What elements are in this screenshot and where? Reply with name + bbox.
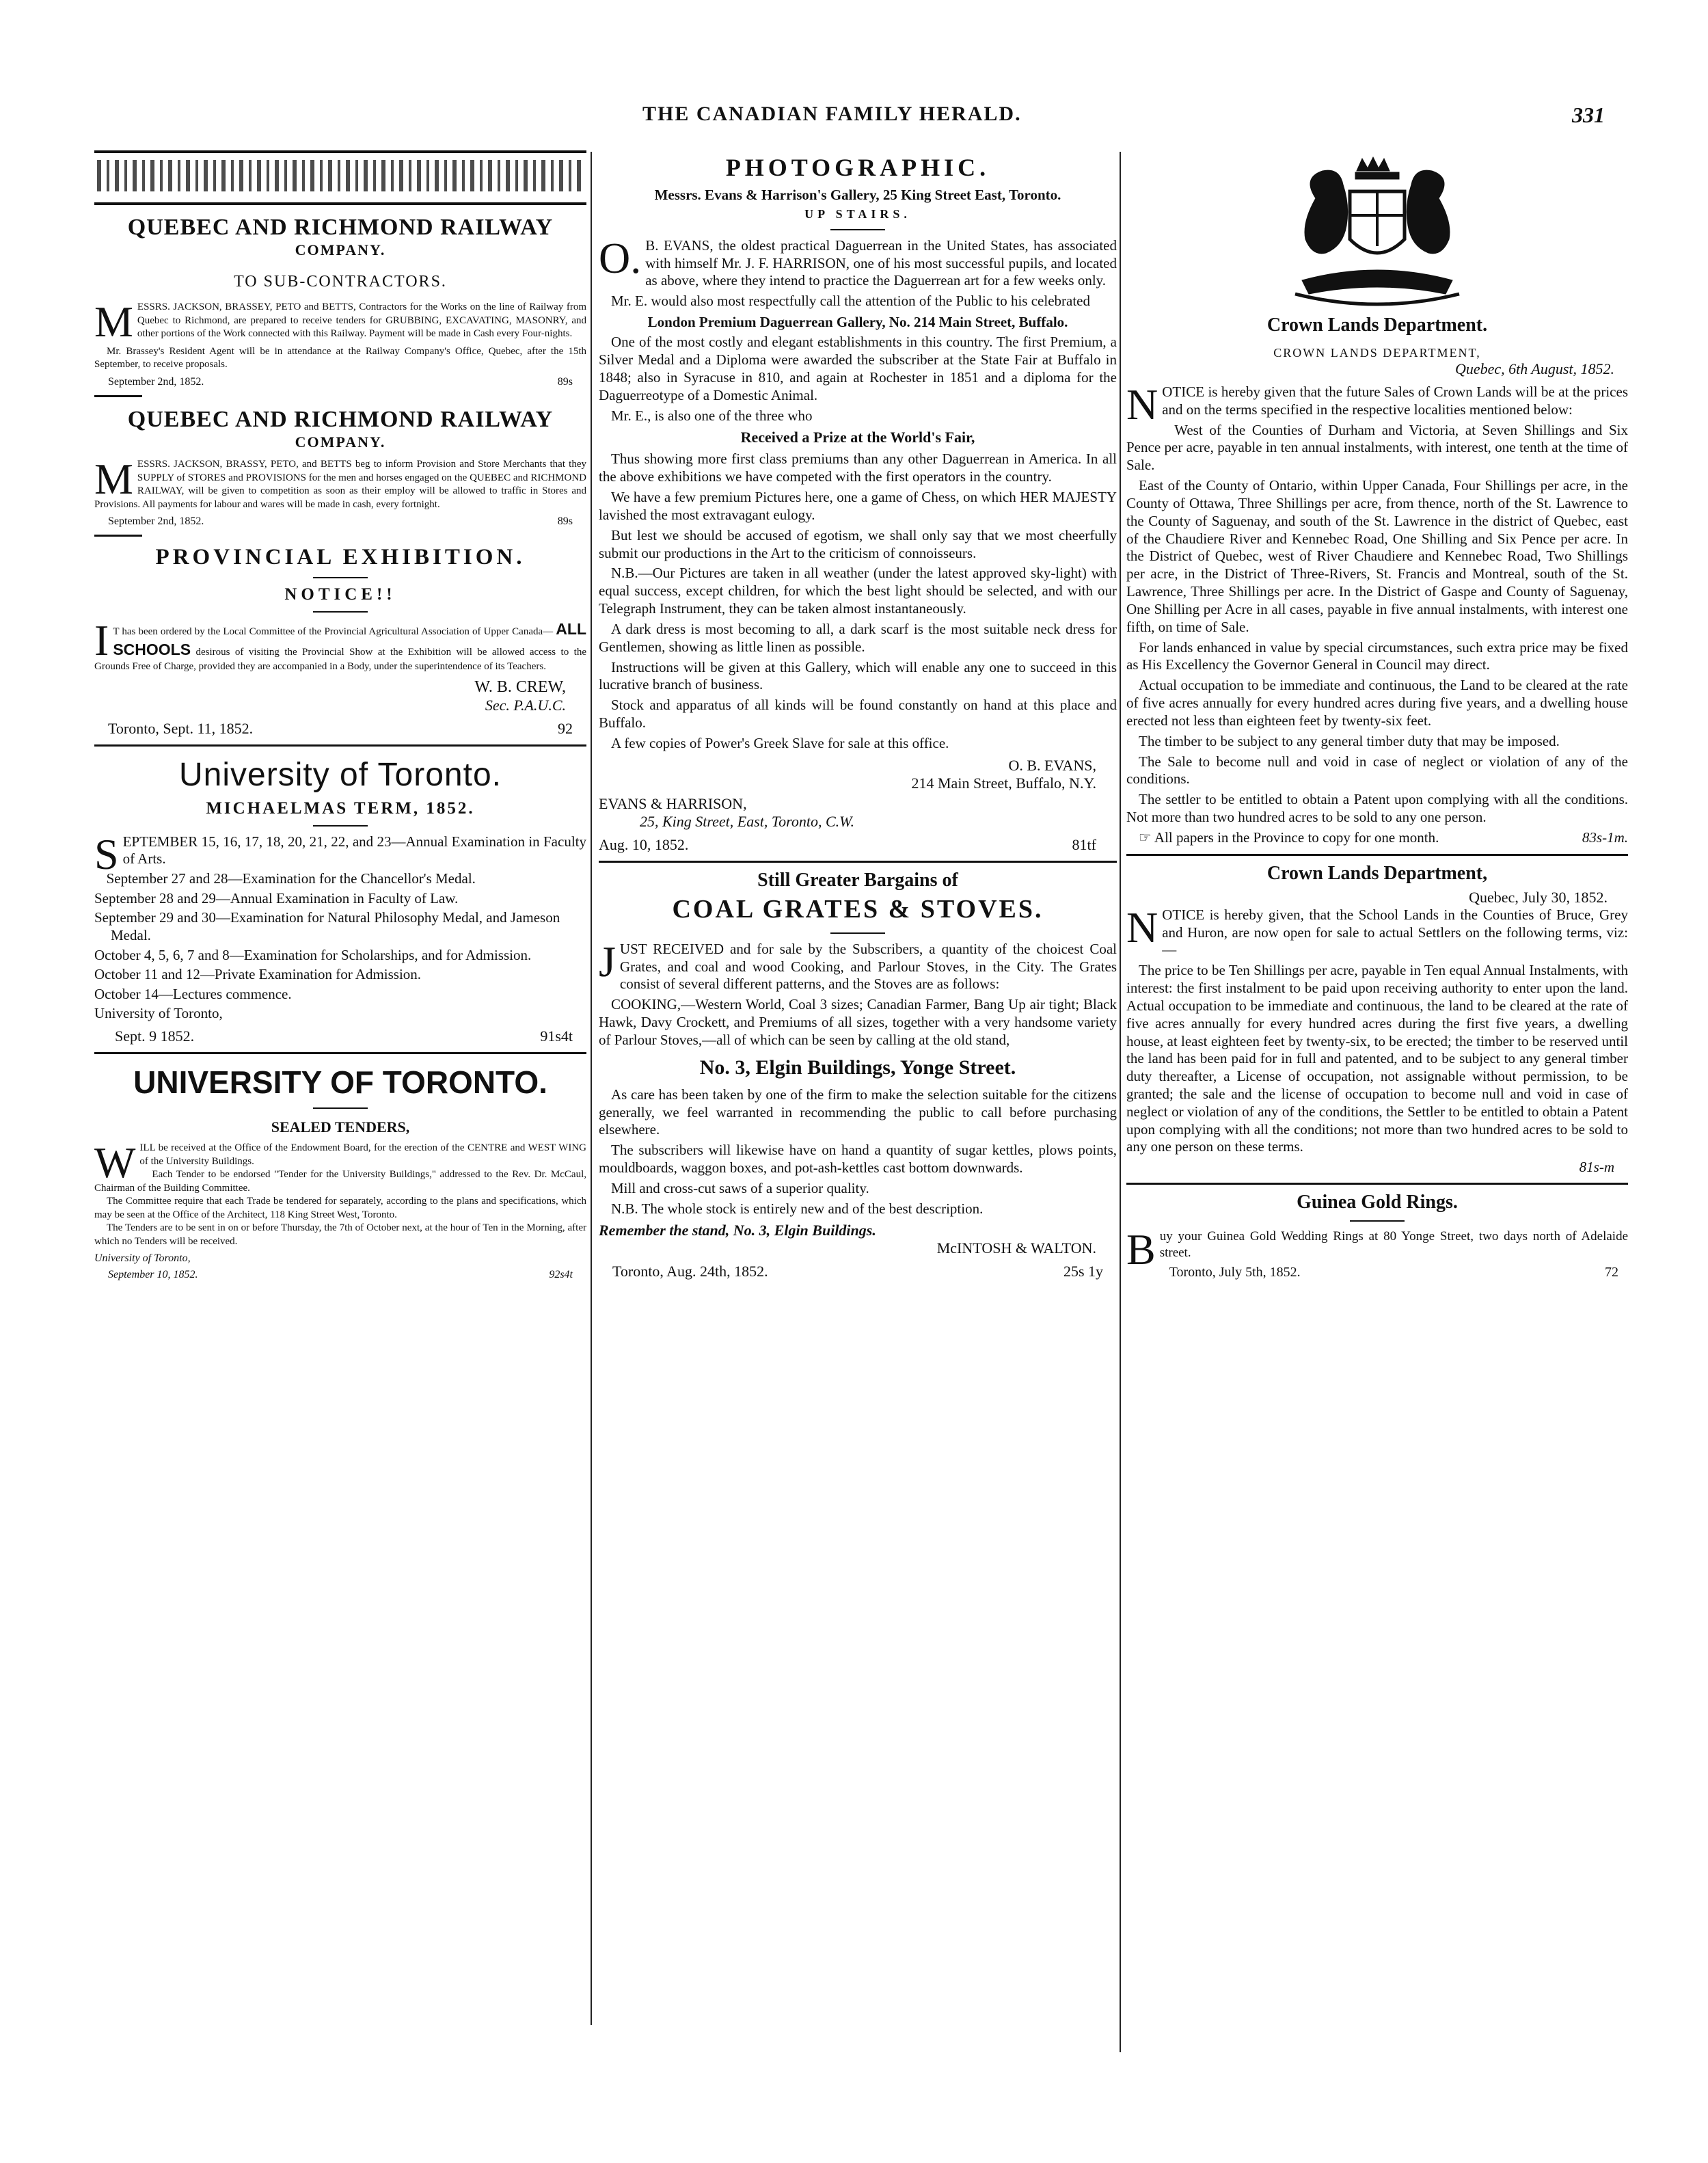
railway-ad-1 (94, 215, 586, 388)
divider (94, 1052, 586, 1054)
ad-body: One of the most costly and elegant establishments in this country. The first Premium, a Silver Medal and a Diploma were awarded the subscriber at the State Fair at Buffalo in 1848; also in Syracuse in 810, and again at Rochester in 1851 and a diploma for the Daguerreotype of a Domestic Animal. (599, 334, 1117, 403)
dateline: Quebec, July 30, 1852. (1469, 888, 1608, 906)
ad-footer (94, 1269, 586, 1281)
ad-subtitle: COMPANY. (295, 433, 386, 451)
ad-footer (599, 1263, 1117, 1280)
ad-body: Mr. E., is also one of the three who (611, 407, 813, 424)
ad-title: QUEBEC AND RICHMOND RAILWAY (127, 406, 554, 432)
ad-body: Thus showing more first class premiums than any other Daguerrean in America. In all the above exhibitions we have competed with the first operators in the country. (599, 451, 1117, 485)
ad-ref: 92s4t (549, 1269, 573, 1281)
all-schools-label: ALL SCHOOLS (113, 620, 586, 659)
ad-ref: 81s-m (1579, 1159, 1614, 1176)
divider (313, 577, 368, 578)
ad-title: PROVINCIAL EXHIBITION. (155, 545, 526, 570)
ad-title: University of Toronto. (179, 756, 502, 793)
ad-ref: 91s4t (540, 1027, 573, 1045)
signature-title: Sec. P.A.U.C. (485, 696, 566, 714)
schedule-item: September 27 and 28—Examination for the Chancellor's Medal. (106, 870, 476, 887)
notice-body: West of the Counties of Durham and Victoria, at Seven Shillings and Six Pence per acre, payable in ten annual instalments, with interest, one tenth at the time of Sale. (1126, 421, 1628, 474)
ad-body (94, 616, 586, 673)
ad-body: The subscribers will likewise have on hand a quantity of sugar kettles, plows points, mouldboards, waggon boxes, and pot-ash-kettles cast bottom downwards. (599, 1142, 1117, 1176)
tenders-ad (94, 1064, 586, 1281)
ad-footer-place: University of Toronto, (94, 1252, 191, 1265)
gallery-name: London Premium Daguerrean Gallery, No. 214 Main Street, Buffalo. (647, 314, 1068, 331)
ad-body: O.B. EVANS, the oldest practical Daguerrean in the United States, has associated with himself Mr. J. F. HARRISON, one of his most successful pupils, and located as above, where they intend to practice the Daguerrean art for a few weeks only. (599, 233, 1117, 289)
exam-schedule (94, 870, 586, 1003)
divider (94, 395, 142, 397)
notice-body: For lands enhanced in value by special circumstances, such extra price may be fixed as His Excellency the Governor General in Council may direct. (1126, 639, 1628, 673)
ad-ref: 92 (558, 719, 573, 737)
notice-body: East of the County of Ontario, within Upper Canada, Four Shillings per acre, in the County of Ottawa, Three Shillings per acre, from thence, north of the St. Lawrence to the County of Saguenay, and south of the St. Lawrence in the district of Quebec, east of the Chaudiere River and Kennebec Road, One Shilling and Six Pence per acre. In the District of Quebec, west of River Chaudiere and Kennebec Road, Two Shillings per acre, in the District of Three-Rivers, St. Francis and Montreal, south of the St. Lawrence, Three Shillings per acre. In the District of Gaspe and County of Saguenay, One Shilling per Acre in all cases, payable in five annual instalments, with interest one fifth, on time of Sale. (1126, 477, 1628, 635)
divider (830, 229, 885, 230)
notice-body: Actual occupation to be immediate and continuous, the Land to be cleared at the rate of five acres annually for every hundred acres during five years, and a dwelling house erected not less than eighteen feet by twenty-six feet. (1126, 677, 1628, 729)
ad-date: Toronto, July 5th, 1852. (1169, 1265, 1301, 1280)
railway-ad-2 (94, 407, 586, 528)
ad-date: Sept. 9 1852. (115, 1027, 195, 1045)
ad-body: Stock and apparatus of all kinds will be found constantly on hand at this place and Buffalo. (599, 697, 1117, 731)
photographic-ad (599, 153, 1117, 854)
notice-heading: NOTICE!! (284, 585, 396, 604)
ad-date: September 10, 1852. (108, 1269, 198, 1281)
ad-footer (94, 720, 586, 738)
ad-title: PHOTOGRAPHIC. (725, 154, 990, 181)
ad-body: N.B. The whole stock is entirely new and of the best description. (611, 1200, 984, 1217)
column-divider-right (1120, 152, 1121, 2052)
notice-body: The settler to be entitled to obtain a Patent upon complying with all the conditions. Not more than two hundred acres to be sold to any one person. (1126, 791, 1628, 826)
divider (1126, 1183, 1628, 1185)
ad-title: COAL GRATES & STOVES. (672, 894, 1044, 924)
column-2 (599, 150, 1117, 2142)
ad-body-rest: desirous of visiting the Provincial Show at the Exhibition will be allowed access to the Grounds Free of Charge, provided they are accompanied in a Body, under the superintendence of its Teachers. (94, 647, 586, 673)
schedule-item: September 29 and 30—Examination for Natural Philosophy Medal, and Jameson Medal. (94, 909, 560, 944)
coal-grates-ad (599, 870, 1117, 1281)
divider (313, 825, 368, 827)
ad-body: As care has been taken by one of the firm to make the selection suitable for the citizens generally, we feel warranted in recommending the public to call before purchasing elsewhere. (599, 1086, 1117, 1138)
masthead-ornament-icon (94, 150, 586, 205)
ad-title: Crown Lands Department. (1266, 314, 1488, 336)
university-ad (94, 756, 586, 1046)
ad-heading: SEALED TENDERS, (271, 1118, 410, 1136)
ad-footer (94, 376, 586, 388)
ad-body: Mr. E. would also most respectfully call the attention of the Public to his celebrated (611, 293, 1090, 310)
ad-body: N.B.—Our Pictures are taken in all weather (under the latest approved sky-light) with equal success, except children, for which the best light should be selected, and with our Telegraph Instrument, they can be taken almost instantaneously. (599, 565, 1117, 617)
column-divider-left (591, 152, 592, 2025)
ad-title: Guinea Gold Rings. (1297, 1192, 1458, 1213)
term-heading: MICHAELMAS TERM, 1852. (206, 798, 475, 818)
ad-heading: TO SUB-CONTRACTORS. (234, 273, 447, 291)
upstairs-note: UP STAIRS. (804, 207, 911, 221)
signature: O. B. EVANS, (1008, 756, 1096, 774)
department-line: CROWN LANDS DEPARTMENT, (1273, 346, 1481, 360)
ad-body: WILL be received at the Office of the Endowment Board, for the erection of the CENTRE and WEST WING of the University Buildings. (94, 1138, 586, 1187)
crown-lands-notice-1 (1126, 314, 1628, 847)
running-title: THE CANADIAN FAMILY HERALD. (642, 103, 1022, 125)
running-head (0, 103, 1708, 137)
notice-copy-line: All papers in the Province to copy for one month. (1154, 829, 1439, 846)
ad-body: The Committee require that each Trade be tendered for separately, according to the plans and specifications, which may be seen at the Office of the Architect, 118 King Street West, Toronto. (94, 1196, 586, 1220)
ad-body: But lest we should be accused of egotism, we shall only say that we most cheerfully submit our productions in the Art to the criticism of connoisseurs. (599, 526, 1117, 561)
ad-body: JUST RECEIVED and for sale by the Subscribers, a quantity of the choicest Coal Grates, and coal and wood Cooking, and Parlour Stoves, in the City. The Grates consist of several different patterns, and the Stoves are as follows: (599, 937, 1117, 993)
divider (1350, 1220, 1405, 1222)
schedule-item: October 4, 5, 6, 7 and 8—Examination for Scholarships, and for Admission. (94, 946, 532, 963)
ad-subtitle: COMPANY. (295, 241, 386, 259)
divider (830, 932, 885, 934)
divider (313, 611, 368, 613)
notice-body: The price to be Ten Shillings per acre, payable in Ten equal Annual Instalments, with interest: the first instalment to be paid upon receiving authority to enter upon the land. Actual occupation to be immediate and continuous, the land to be cleared at the rate of five acres annually for every hundred acres during the first five years, a dwelling house, at least eighteen feet by twenty-six, to be erected; the timber to be reserved until the land has been paid for in full and patented, and to be subject to any general timber duty thereafter, a License of occupation, not assignable without permission, to be granted; the sale and the license of occupation to become null and void in case of neglect or violation of any of the conditions, the Settler to be entitled to obtain a Patent upon complying with all the conditions; not more than two hundred acres to be sold to any one person on these terms. (1126, 962, 1628, 1155)
gallery-address: Messrs. Evans & Harrison's Gallery, 25 King Street East, Toronto. (654, 187, 1061, 203)
ad-date: September 2nd, 1852. (108, 515, 204, 528)
ad-body: COOKING,—Western World, Coal 3 sizes; Canadian Farmer, Bang Up air tight; Black Hawk, Davy Crockett, and Premiums of all sizes, together with a very handsome variety of Parlour Stoves,—all of which can be seen by calling at the old stand, (599, 996, 1117, 1048)
firm-name: EVANS & HARRISON, (599, 794, 747, 812)
column-1 (94, 150, 586, 2142)
schedule-item: October 11 and 12—Private Examination for Admission. (94, 966, 422, 983)
notice-body (1126, 829, 1628, 847)
divider (599, 861, 1117, 863)
ad-body: MESSRS. JACKSON, BRASSY, PETO, and BETTS beg to inform Provision and Store Merchants that they SUPPLY of STORES and PROVISIONS for the men and horses engaged on the QUEBEC and RICHMOND RAILWAY, will be given to competition as soon as their employ will be allowed to traffic in Stores and Provisions. All payments for labour and wares will be made in cash, every fortnight. (94, 455, 586, 510)
ad-footer-place: University of Toronto, (94, 1005, 223, 1022)
ad-body: A dark dress is most becoming to all, a dark scarf is the most suitable neck dress for Gentlemen, showing as little linen as possible. (599, 620, 1117, 655)
schedule-intro: SEPTEMBER 15, 16, 17, 18, 20, 21, 22, and 23—Annual Examination in Faculty of Arts. (94, 829, 586, 878)
notice-body: NOTICE is hereby given that the future Sales of Crown Lands will be at the prices and on the terms specified in the respective localities mentioned below: (1126, 380, 1628, 429)
exhibition-ad (94, 545, 586, 737)
ad-date: Toronto, Aug. 24th, 1852. (612, 1263, 768, 1280)
divider (1126, 854, 1628, 856)
ad-title: QUEBEC AND RICHMOND RAILWAY (127, 215, 554, 240)
crown-lands-notice-2 (1126, 863, 1628, 1177)
ad-subtitle: Still Greater Bargains of (757, 869, 958, 891)
divider (313, 1107, 368, 1109)
dateline: Quebec, 6th August, 1852. (1454, 360, 1614, 377)
ad-footer (1160, 1265, 1628, 1280)
ad-body: The Tenders are to be sent in on or before Thursday, the 7th of October next, at the hour of Ten in the Morning, after which no Tenders will be received. (94, 1222, 586, 1247)
column-3 (1126, 150, 1628, 2142)
ad-body: MESSRS. JACKSON, BRASSEY, PETO and BETTS, Contractors for the Works on the line of Railway from Quebec to Richmond, are prepared to receive tenders for GRUBBING, EXCAVATING, MASONRY, and other portions of the Work connected with this Railway. Payment will be made in Cash every Four-nights. (94, 297, 586, 347)
signature: W. B. CREW, (474, 677, 566, 696)
ad-date: Toronto, Sept. 11, 1852. (108, 719, 254, 737)
ad-body-intro: IT has been ordered by the Local Committee of the Provincial Agricultural Association of Upper Canada— (94, 616, 554, 665)
ad-body: Instructions will be given at this Gallery, which will enable any one to succeed in this lucrative branch of business. (599, 658, 1117, 693)
ad-body: Each Tender to be endorsed "Tender for the University Buildings," addressed to the Rev. Dr. McCaul, Chairman of the Building Committee. (94, 1169, 586, 1194)
schedule-item: October 14—Lectures commence. (94, 985, 292, 1002)
notice-body: The Sale to become null and void in case of neglect or violation of any of the conditions. (1126, 753, 1628, 788)
royal-coat-of-arms-icon (1275, 150, 1480, 314)
ad-body: Buy your Guinea Gold Wedding Rings at 80 Yonge Street, two days north of Adelaide street. (1126, 1225, 1628, 1274)
ad-footer (94, 515, 586, 528)
guinea-rings-ad (1126, 1192, 1628, 1280)
divider (94, 535, 142, 537)
ad-footer (94, 1027, 586, 1045)
pointing-hand-icon: ☞ (1139, 829, 1152, 846)
ad-body: Mill and cross-cut saws of a superior quality. (611, 1179, 869, 1196)
ad-ref: 81tf (1072, 835, 1096, 853)
signature: McINTOSH & WALTON. (936, 1239, 1096, 1257)
ad-ref: 83s-1m. (1582, 829, 1628, 846)
ad-body: We have a few premium Pictures here, one a game of Chess, on which HER MAJESTY lavished the most extravagant eulogy. (599, 489, 1117, 523)
ad-date: September 2nd, 1852. (108, 375, 204, 388)
ad-ref: 72 (1605, 1265, 1618, 1280)
firm-address: 25, King Street, East, Toronto, C.W. (640, 812, 854, 830)
notice-body: NOTICE is hereby given, that the School Lands in the Counties of Bruce, Grey and Huron, are now open for sale to actual Settlers on the following terms, viz:— (1126, 902, 1628, 958)
ad-ref: 89s (557, 375, 573, 388)
notice-body: The timber to be subject to any general timber duty that may be imposed. (1139, 732, 1560, 749)
page-number: 331 (1572, 103, 1605, 127)
ad-title: UNIVERSITY OF TORONTO. (133, 1064, 547, 1101)
remember-line: Remember the stand, No. 3, Elgin Buildings. (599, 1222, 876, 1239)
store-address: No. 3, Elgin Buildings, Yonge Street. (699, 1056, 1016, 1079)
ad-date: Aug. 10, 1852. (599, 835, 689, 853)
schedule-item: September 28 and 29—Annual Examination in Faculty of Law. (94, 889, 459, 906)
ad-body: A few copies of Power's Greek Slave for sale at this office. (611, 734, 949, 751)
ad-ref: 89s (557, 515, 573, 528)
ad-footer (599, 836, 1117, 854)
ad-title: Crown Lands Department, (1266, 862, 1488, 884)
prize-heading: Received a Prize at the World's Fair, (740, 429, 975, 446)
divider (94, 744, 586, 747)
ad-body: Mr. Brassey's Resident Agent will be in attendance at the Railway Company's Office, Quebec, after the 15th September, to receive proposals. (94, 345, 586, 371)
ad-ref: 25s 1y (1063, 1263, 1103, 1280)
signature-address: 214 Main Street, Buffalo, N.Y. (911, 774, 1096, 792)
